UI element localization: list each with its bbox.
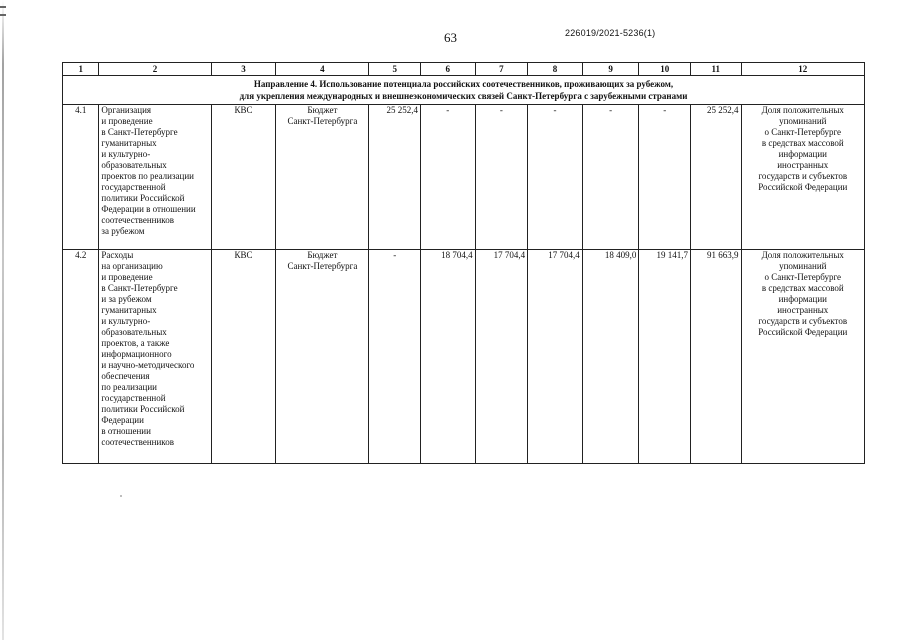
column-header: 8 [528, 63, 583, 76]
row-number: 4.1 [63, 105, 99, 250]
section-title-line: для укрепления международных и внешнеэкономических связей Санкт-Петербурга с зарубежными странами [239, 91, 688, 101]
column-header: 3 [211, 63, 276, 76]
scan-edge-dot [0, 14, 6, 16]
section-title-line: Направление 4. Использование потенциала российских соотечественников, проживающих за рубежом, [253, 79, 674, 89]
value-col-7: 17 704,4 [475, 250, 528, 464]
value-col-8: - [528, 105, 583, 250]
value-col-11: 91 663,9 [690, 250, 741, 464]
indicator: Доля положительных упоминаний о Санкт-Петербурге в средствах массовой информации иностранных государств и субъектов Российской Федерации [741, 250, 864, 464]
executor: КВС [211, 105, 276, 250]
scan-edge-dot [0, 6, 6, 8]
value-col-9: - [582, 105, 639, 250]
indicator: Доля положительных упоминаний о Санкт-Петербурге в средствах массовой информации иностранных государств и субъектов Российской Федерации [741, 105, 864, 250]
value-col-5: 25 252,4 [369, 105, 421, 250]
section-title [63, 76, 865, 105]
column-header: 6 [420, 63, 475, 76]
value-col-10: - [639, 105, 691, 250]
activity-name: Организация и проведение в Санкт-Петербурге гуманитарных и культурно- образовательных проектов по реализации государственной политики Российской Федерации в отношении соотечественников за рубежом [99, 105, 211, 250]
table-row [63, 250, 865, 464]
scan-edge-mark [2, 0, 4, 640]
executor: КВС [211, 250, 276, 464]
program-table [62, 62, 865, 464]
activity-name: Расходы на организацию и проведение в Санкт-Петербурге и за рубежом гуманитарных и культурно- образовательных проектов, а также информационного и научно-методического обеспечения по реализации государственной политики Российской Федерации в отношении соотечественников [99, 250, 211, 464]
value-col-6: 18 704,4 [420, 250, 475, 464]
column-header: 2 [99, 63, 211, 76]
document-id: 226019/2021-5236(1) [565, 28, 656, 38]
value-col-7: - [475, 105, 528, 250]
funding-source: Бюджет Санкт-Петербурга [276, 105, 369, 250]
value-col-9: 18 409,0 [582, 250, 639, 464]
table-row [63, 105, 865, 250]
value-col-11: 25 252,4 [690, 105, 741, 250]
column-number-row [63, 63, 865, 76]
funding-source: Бюджет Санкт-Петербурга [276, 250, 369, 464]
column-header: 7 [475, 63, 528, 76]
value-col-10: 19 141,7 [639, 250, 691, 464]
value-col-6: - [420, 105, 475, 250]
column-header: 5 [369, 63, 421, 76]
scan-speck [120, 495, 122, 497]
column-header: 9 [582, 63, 639, 76]
value-col-8: 17 704,4 [528, 250, 583, 464]
row-number: 4.2 [63, 250, 99, 464]
column-header: 4 [276, 63, 369, 76]
column-header: 12 [741, 63, 864, 76]
section-row [63, 76, 865, 105]
value-col-5: - [369, 250, 421, 464]
column-header: 10 [639, 63, 691, 76]
column-header: 1 [63, 63, 99, 76]
column-header: 11 [690, 63, 741, 76]
page-number: 63 [444, 30, 457, 45]
